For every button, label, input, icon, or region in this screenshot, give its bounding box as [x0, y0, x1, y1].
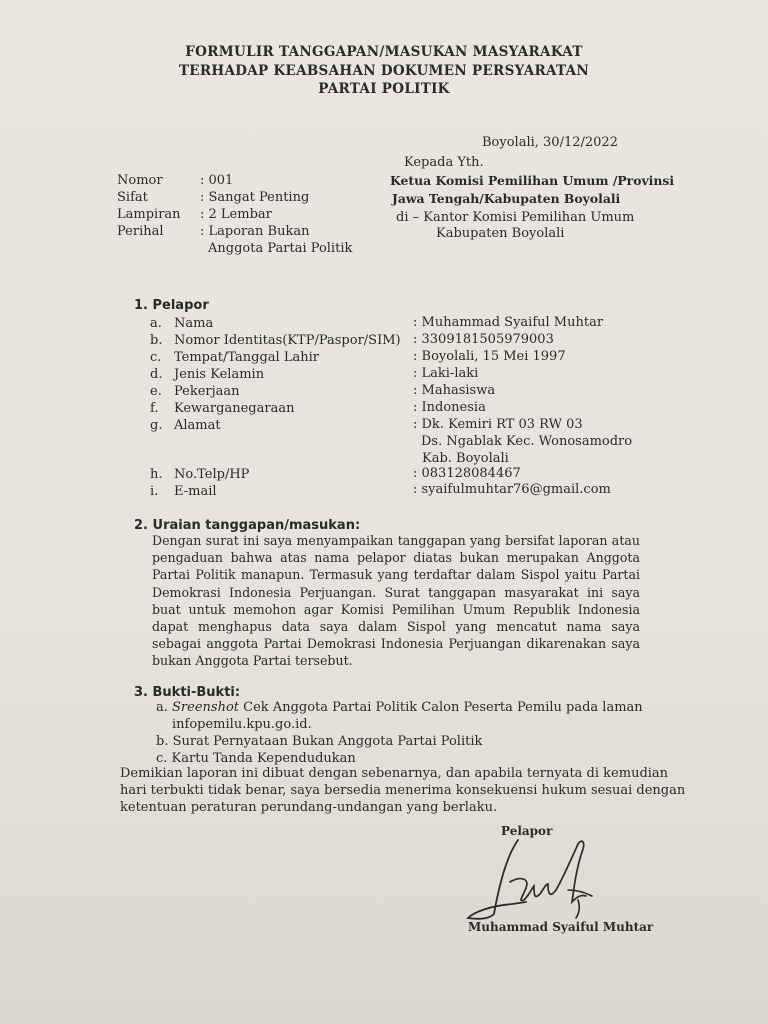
- bukti-item-a-italic: Sreenshot: [172, 700, 240, 715]
- field-value: : Mahasiswa: [413, 383, 496, 398]
- bukti-item-a-link: infopemilu.kpu.go.id.: [172, 717, 312, 732]
- lampiran-label: Lampiran: [117, 207, 181, 222]
- uraian-body: Dengan surat ini saya menyampaikan tanggapan yang bersifat laporan atau pengaduan bahwa atas nama pelapor diatas bukan merupakan Anggota Partai Politik manapun. Termasuk yang terdaftar dalam Sispol yaitu Partai Demokrasi Indonesia Perjuangan. Surat tanggapan masyarakat ini saya buat untuk memohon agar Komisi Pemilihan Umum Republik Indonesia dapat menghapus data saya dalam Sispol yang mencatut nama saya sebagai anggota Partai Demokrasi Indonesia Perjuangan dikarenakan saya bukan Anggota Partai tersebut.: [152, 533, 640, 669]
- bukti-item-b: b. Surat Pernyataan Bukan Anggota Partai Politik: [156, 734, 483, 749]
- field-label: Alamat: [174, 418, 221, 433]
- recipient-line-1: Ketua Komisi Pemilihan Umum /Provinsi: [390, 173, 675, 188]
- perihal-value-2: Anggota Partai Politik: [208, 241, 353, 256]
- nomor-label: Nomor: [117, 173, 163, 188]
- field-value: : Laki-laki: [413, 366, 479, 381]
- perihal-label: Perihal: [117, 224, 164, 239]
- field-value: : 3309181505979003: [413, 332, 554, 347]
- field-label: E-mail: [174, 484, 217, 499]
- field-label: Tempat/Tanggal Lahir: [174, 350, 319, 365]
- recipient-line-3: di – Kantor Komisi Pemilihan Umum: [396, 210, 635, 225]
- field-value: : Boyolali, 15 Mei 1997: [413, 349, 566, 364]
- field-label: Jenis Kelamin: [174, 367, 265, 382]
- bukti-item-c: c. Kartu Tanda Kependudukan: [156, 751, 356, 766]
- sifat-label: Sifat: [117, 190, 148, 205]
- field-value: : Dk. Kemiri RT 03 RW 03: [413, 417, 583, 432]
- field-letter: b.: [150, 333, 163, 348]
- nomor-value: : 001: [200, 173, 234, 188]
- section-pelapor-title: 1. Pelapor: [134, 298, 209, 313]
- title-line-3: PARTAI POLITIK: [318, 81, 450, 97]
- bukti-item-a-letter: a.: [156, 700, 168, 715]
- address-line-2: Ds. Ngablak Kec. Wonosamodro: [421, 434, 633, 449]
- field-value: : Indonesia: [413, 400, 486, 415]
- recipient-greeting: Kepada Yth.: [404, 155, 484, 170]
- field-letter: d.: [150, 367, 163, 382]
- field-label: Nomor Identitas(KTP/Paspor/SIM): [174, 333, 401, 348]
- field-label: Pekerjaan: [174, 384, 240, 399]
- closing-line-1: Demikian laporan ini dibuat dengan sebenarnya, dan apabila ternyata di kemudian: [120, 766, 669, 781]
- handwritten-signature: [460, 832, 610, 924]
- field-letter: c.: [150, 350, 162, 365]
- field-letter: i.: [150, 484, 159, 499]
- closing-line-2: hari terbukti tidak benar, saya bersedia menerima konsekuensi hukum sesuai dengan: [120, 783, 686, 798]
- sifat-value: : Sangat Penting: [200, 190, 310, 205]
- field-label: Kewarganegaraan: [174, 401, 295, 416]
- field-value: : Muhammad Syaiful Muhtar: [413, 315, 604, 330]
- title-line-1: FORMULIR TANGGAPAN/MASUKAN MASYARAKAT: [185, 44, 583, 60]
- signature-role: Pelapor: [501, 824, 553, 838]
- field-letter: a.: [150, 316, 162, 331]
- field-label: Nama: [174, 316, 214, 331]
- field-letter: g.: [150, 418, 163, 433]
- section-bukti-title: 3. Bukti-Bukti:: [134, 685, 241, 700]
- closing-line-3: ketentuan peraturan perundang-undangan yang berlaku.: [120, 800, 498, 815]
- field-letter: h.: [150, 467, 163, 482]
- section-uraian-title: 2. Uraian tanggapan/masukan:: [134, 518, 361, 533]
- recipient-line-2: Jawa Tengah/Kabupaten Boyolali: [392, 191, 621, 206]
- lampiran-value: : 2 Lembar: [200, 207, 272, 222]
- signature-name: Muhammad Syaiful Muhtar: [468, 920, 654, 934]
- address-line-3: Kab. Boyolali: [422, 451, 509, 466]
- field-letter: e.: [150, 384, 162, 399]
- bukti-item-a: [156, 700, 643, 715]
- field-value: : syaifulmuhtar76@gmail.com: [413, 482, 611, 497]
- place-date: Boyolali, 30/12/2022: [482, 135, 618, 150]
- field-letter: f.: [150, 401, 159, 416]
- field-value: : 083128084467: [413, 466, 521, 481]
- field-label: No.Telp/HP: [174, 467, 250, 482]
- recipient-line-4: Kabupaten Boyolali: [436, 226, 565, 241]
- bukti-item-a-text: Cek Anggota Partai Politik Calon Peserta Pemilu pada laman: [243, 700, 643, 715]
- perihal-value-1: : Laporan Bukan: [200, 224, 310, 239]
- title-line-2: TERHADAP KEABSAHAN DOKUMEN PERSYARATAN: [178, 63, 590, 79]
